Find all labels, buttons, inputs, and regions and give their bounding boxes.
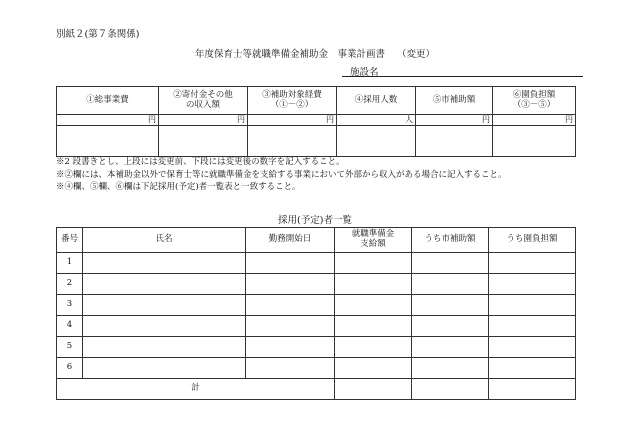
row-input-cell[interactable] xyxy=(83,274,246,295)
total-cell-school[interactable] xyxy=(489,379,576,400)
hire-body xyxy=(57,253,576,379)
plan-cell-hire-count[interactable] xyxy=(337,126,416,157)
row-input-cell[interactable] xyxy=(83,295,246,316)
row-number: 5 xyxy=(57,337,83,358)
hire-header-cell: 番号 xyxy=(57,228,83,253)
row-input-cell[interactable] xyxy=(83,337,246,358)
row-input-cell[interactable] xyxy=(412,337,489,358)
plan-unit-cell: 円 xyxy=(159,115,248,126)
row-input-cell[interactable] xyxy=(335,295,412,316)
row-input-cell[interactable] xyxy=(335,274,412,295)
row-input-cell[interactable] xyxy=(83,253,246,274)
hire-table xyxy=(56,227,576,400)
document-title xyxy=(0,46,630,60)
plan-header-cell: ⑥園負担額 （③－⑤） xyxy=(493,87,576,115)
title-main: 年度保育士等就職準備金補助金 事業計画書 xyxy=(194,49,385,60)
plan-cell-total-cost[interactable] xyxy=(57,126,159,157)
facility-label: 施設名 xyxy=(350,67,379,78)
row-input-cell[interactable] xyxy=(489,337,576,358)
table-row xyxy=(57,295,576,316)
plan-header-cell: ①総事業費 xyxy=(57,87,159,115)
plan-unit-cell: 円 xyxy=(416,115,493,126)
plan-header-cell: ④採用人数 xyxy=(337,87,416,115)
row-input-cell[interactable] xyxy=(489,358,576,379)
row-input-cell[interactable] xyxy=(335,316,412,337)
plan-table xyxy=(56,86,576,157)
plan-cell-other-income[interactable] xyxy=(159,126,248,157)
row-input-cell[interactable] xyxy=(412,295,489,316)
table-row xyxy=(57,274,576,295)
row-input-cell[interactable] xyxy=(412,316,489,337)
title-change-note: （変更） xyxy=(397,49,436,60)
row-input-cell[interactable] xyxy=(246,337,335,358)
row-input-cell[interactable] xyxy=(335,337,412,358)
row-number: 1 xyxy=(57,253,83,274)
row-input-cell[interactable] xyxy=(246,253,335,274)
row-input-cell[interactable] xyxy=(335,358,412,379)
total-cell-city[interactable] xyxy=(412,379,489,400)
plan-cell-school-burden[interactable] xyxy=(493,126,576,157)
table-row xyxy=(57,358,576,379)
hire-header-row xyxy=(57,228,576,253)
row-input-cell[interactable] xyxy=(246,358,335,379)
facility-name-field[interactable] xyxy=(342,64,583,77)
notes xyxy=(56,156,507,194)
plan-cell-city-subsidy[interactable] xyxy=(416,126,493,157)
row-input-cell[interactable] xyxy=(335,253,412,274)
hire-header-cell: 氏名 xyxy=(83,228,246,253)
plan-unit-cell: 円 xyxy=(493,115,576,126)
note-line: ※④欄、⑤欄、⑥欄は下記採用(予定)者一覧表と一致すること。 xyxy=(56,182,301,192)
plan-header-cell: ②寄付金その他 の収入額 xyxy=(159,87,248,115)
hire-list-title: 採用(予定)者一覧 xyxy=(278,215,352,226)
hire-header-cell: うち市補助額 xyxy=(412,228,489,253)
row-input-cell[interactable] xyxy=(489,316,576,337)
row-input-cell[interactable] xyxy=(246,295,335,316)
table-row xyxy=(57,316,576,337)
hire-header-cell: 就職準備金 支給額 xyxy=(335,228,412,253)
row-number: 2 xyxy=(57,274,83,295)
plan-header-cell: ⑤市補助額 xyxy=(416,87,493,115)
row-number: 4 xyxy=(57,316,83,337)
plan-cell-eligible-cost[interactable] xyxy=(248,126,337,157)
row-input-cell[interactable] xyxy=(83,358,246,379)
note-line: ※2 段書きとし、上段には変更前、下段には変更後の数字を記入すること。 xyxy=(56,157,345,167)
row-input-cell[interactable] xyxy=(83,316,246,337)
plan-unit-cell: 円 xyxy=(57,115,159,126)
row-number: 6 xyxy=(57,358,83,379)
row-input-cell[interactable] xyxy=(412,358,489,379)
row-input-cell[interactable] xyxy=(412,274,489,295)
row-input-cell[interactable] xyxy=(412,253,489,274)
row-input-cell[interactable] xyxy=(246,274,335,295)
row-input-cell[interactable] xyxy=(489,253,576,274)
plan-unit-cell: 円 xyxy=(248,115,337,126)
hire-header-cell: 勤務開始日 xyxy=(246,228,335,253)
row-input-cell[interactable] xyxy=(489,295,576,316)
row-number: 3 xyxy=(57,295,83,316)
hire-header-cell: うち園負担額 xyxy=(489,228,576,253)
plan-header-row xyxy=(57,87,576,115)
row-input-cell[interactable] xyxy=(489,274,576,295)
plan-unit-row xyxy=(57,115,576,126)
hire-total-row xyxy=(57,379,576,400)
note-line: ※②欄には、本補助金以外で保育士等に就職準備金を支給する事業において外部から収入がある場合に記入すること。 xyxy=(56,169,507,180)
table-row xyxy=(57,337,576,358)
total-label: 計 xyxy=(57,379,335,400)
table-row xyxy=(57,253,576,274)
row-input-cell[interactable] xyxy=(246,316,335,337)
plan-unit-cell: 人 xyxy=(337,115,416,126)
plan-value-row xyxy=(57,126,576,157)
plan-header-cell: ③補助対象経費 （①－②） xyxy=(248,87,337,115)
form-reference: 別紙２(第７条関係) xyxy=(56,29,140,40)
total-cell-payment[interactable] xyxy=(335,379,412,400)
